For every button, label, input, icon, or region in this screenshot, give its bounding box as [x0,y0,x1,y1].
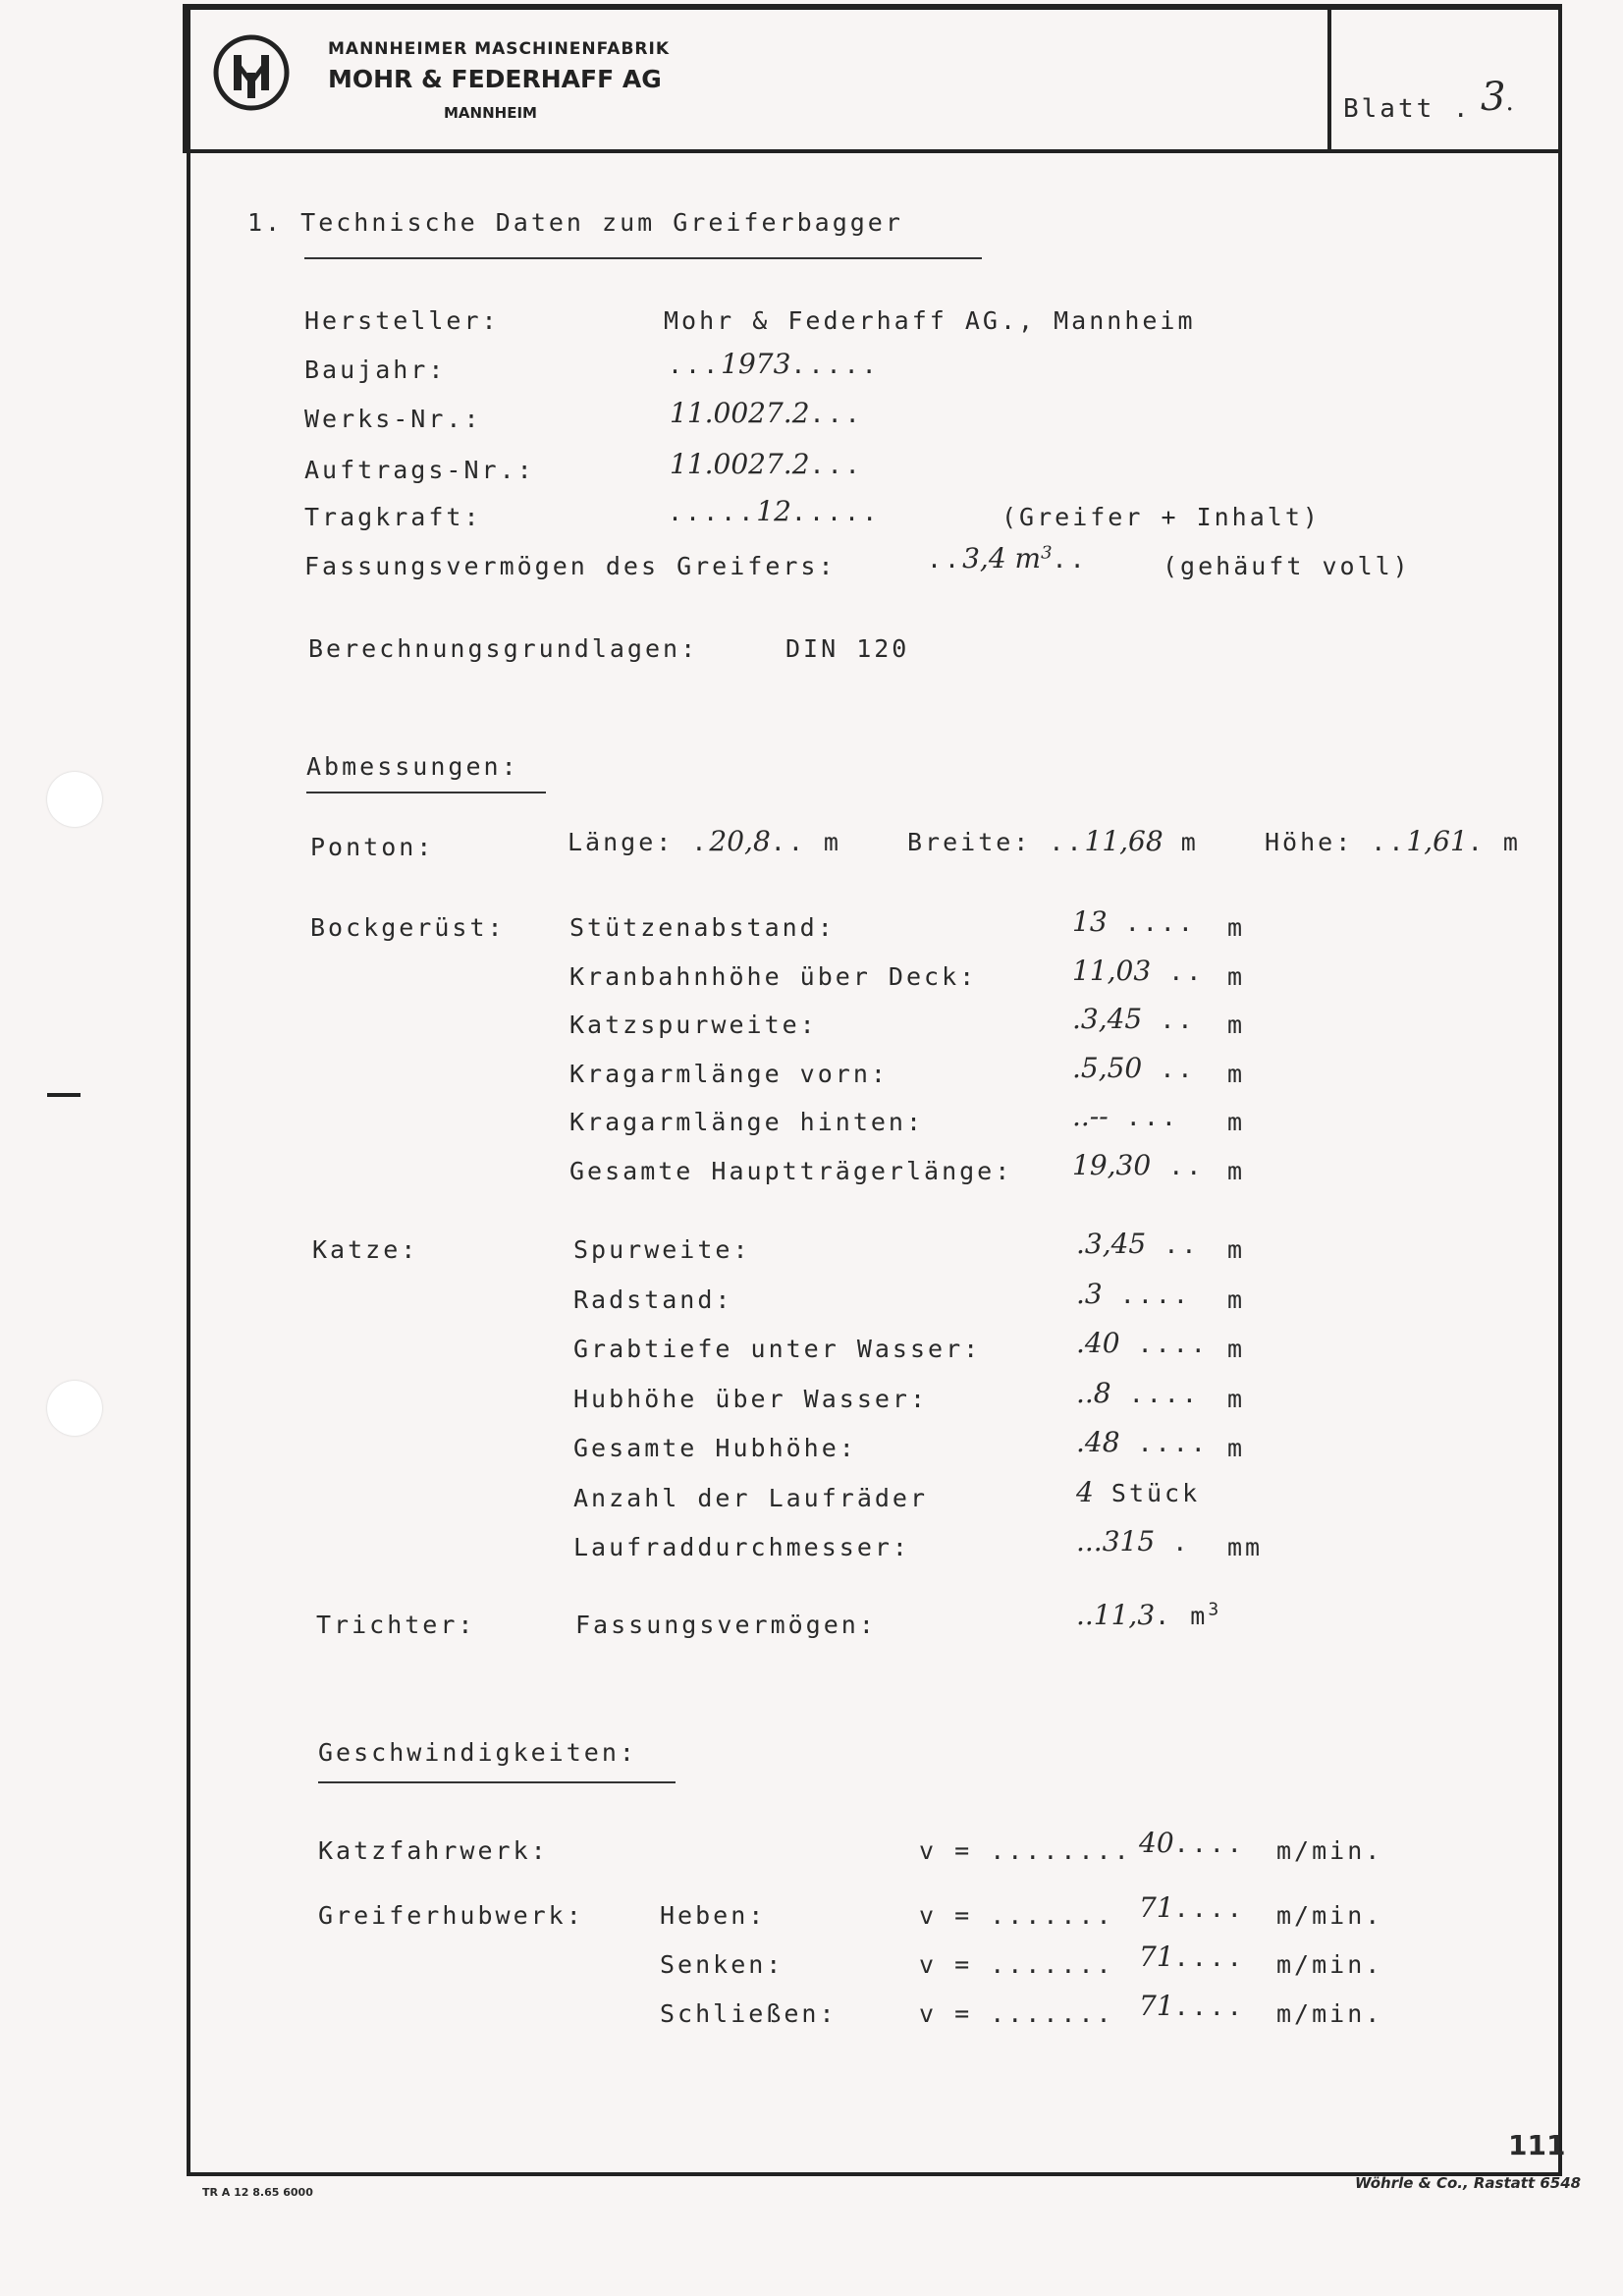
speed-group-label: Greiferhubwerk: [318,1901,584,1930]
row-label: Radstand: [573,1285,733,1314]
row-unit: m [1227,1059,1246,1088]
row-value: 4 Stück [1076,1475,1201,1508]
row-label: Gesamte Hauptträgerlänge: [569,1156,1013,1185]
company-line-1: MANNHEIMER MASCHINENFABRIK [328,39,671,59]
speed-v-field: v = ........ [919,1836,1132,1865]
row-label: Katzspurweite: [569,1011,818,1039]
row-value: 13 .... [1072,905,1196,938]
punch-hole [47,772,102,827]
row-unit: mm [1227,1533,1264,1561]
geschwindigkeiten-heading: Geschwindigkeiten: [318,1738,637,1767]
speed-value: 71.... [1139,1990,1245,2022]
speed-sub-label: Schließen: [660,1999,838,2028]
row-unit: m [1227,1235,1246,1264]
margin-mark [47,1093,81,1097]
row-label: Gesamte Hubhöhe: [573,1434,857,1462]
speed-unit: m/min. [1276,1901,1383,1930]
row-label: Stützenabstand: [569,913,836,942]
hersteller-label: Hersteller: [304,306,500,335]
punch-hole [47,1381,102,1436]
tragkraft-label: Tragkraft: [304,503,482,531]
row-unit: m [1227,1108,1246,1136]
row-unit: m [1227,913,1246,942]
row-unit: m [1227,1335,1246,1363]
row-unit: m [1227,1384,1246,1413]
row-label: Kragarmlänge vorn: [569,1059,889,1088]
fassung-field: ..3,4 $m^3$.. [927,542,1088,574]
abmessungen-underline [306,792,546,793]
form-code: TR A 12 8.65 6000 [202,2186,313,2199]
speed-sub-label: Senken: [660,1950,784,1979]
trichter-label: Trichter: [316,1611,476,1639]
company-logo-icon [212,33,291,112]
speed-unit: m/min. [1276,1950,1383,1979]
werks-nr-label: Werks-Nr.: [304,405,482,433]
row-value: ..-- ... [1072,1100,1179,1132]
werks-nr-field: 11.0027.2... [670,397,863,429]
row-value: ..8 .... [1076,1376,1200,1409]
row-value: .3,45 .. [1072,1003,1196,1035]
row-label: Spurweite: [573,1235,751,1264]
speed-v-field: v = ....... [919,1950,1114,1979]
speed-group-label: Katzfahrwerk: [318,1836,549,1865]
section-title-underline [304,257,982,259]
speed-unit: m/min. [1276,1836,1383,1865]
baujahr-label: Baujahr: [304,355,447,384]
row-value: 19,30 .. [1072,1148,1205,1181]
row-label: Anzahl der Laufräder [573,1483,929,1512]
sheet-number: 3. [1481,75,1514,120]
row-unit: m [1227,1011,1246,1039]
row-value: .48 .... [1076,1426,1209,1458]
row-value: .5,50 .. [1072,1051,1196,1084]
speed-value: 71.... [1139,1891,1245,1924]
row-value: .3 .... [1076,1277,1191,1310]
row-unit: m [1227,1285,1246,1314]
row-label: Laufraddurchmesser: [573,1533,910,1561]
fassung-note: (gehäuft voll) [1163,552,1411,580]
katze-label: Katze: [312,1235,419,1264]
abmessungen-heading: Abmessungen: [306,752,519,781]
row-unit: m [1227,1434,1246,1462]
tragkraft-note: (Greifer + Inhalt) [1001,503,1321,531]
berechnung-value: DIN 120 [785,634,910,663]
speed-v-field: v = ....... [919,1901,1114,1930]
header-divider [1327,8,1331,149]
row-value: .3,45 .. [1076,1228,1200,1260]
speed-sub-label: Heben: [660,1901,767,1930]
section-title: 1. Technische Daten zum Greiferbagger [247,208,903,237]
auftrags-nr-label: Auftrags-Nr.: [304,456,535,484]
bockgeruest-label: Bockgerüst: [310,913,506,942]
row-label: Hubhöhe über Wasser: [573,1384,929,1413]
row-label: Kragarmlänge hinten: [569,1108,925,1136]
geschwindigkeiten-underline [318,1781,676,1783]
tragkraft-field: .....12..... [668,495,881,527]
printer-imprint: Wöhrle & Co., Rastatt 6548 [1355,2174,1582,2192]
speed-value: 71.... [1139,1941,1245,1973]
speed-v-field: v = ....... [919,1999,1114,2028]
row-value: .40 .... [1076,1327,1209,1359]
ponton-breite: Breite: ..11,68 m [907,825,1199,857]
speed-unit: m/min. [1276,1999,1383,2028]
auftrags-nr-field: 11.0027.2... [670,448,863,480]
row-label: Kranbahnhöhe über Deck: [569,961,978,991]
baujahr-field: ...1973..... [668,348,880,380]
sheet-label: Blatt . [1343,94,1472,124]
ponton-laenge: Länge: .20,8.. m [568,825,841,857]
row-unit: m [1227,1156,1246,1185]
berechnung-label: Berechnungsgrundlagen: [308,634,699,663]
row-value: 11,03 .. [1072,954,1205,987]
trichter-fassung-value: ..11,3. $m^3$ [1076,1599,1219,1631]
company-city: MANNHEIM [444,104,537,122]
ponton-hoehe: Höhe: ..1,61. m [1265,825,1521,857]
speed-value: 40.... [1139,1827,1245,1859]
fassung-label: Fassungsvermögen des Greifers: [304,552,837,580]
hersteller-value: Mohr & Federhaff AG., Mannheim [664,306,1196,335]
trichter-fassung-label: Fassungsvermögen: [575,1611,877,1639]
row-value: ...315 . [1076,1525,1191,1558]
ponton-label: Ponton: [310,833,435,861]
row-label: Grabtiefe unter Wasser: [573,1335,982,1363]
company-name: MOHR & FEDERHAFF AG [328,65,662,93]
row-unit: m [1227,961,1246,991]
page-number: 111 [1508,2129,1566,2161]
